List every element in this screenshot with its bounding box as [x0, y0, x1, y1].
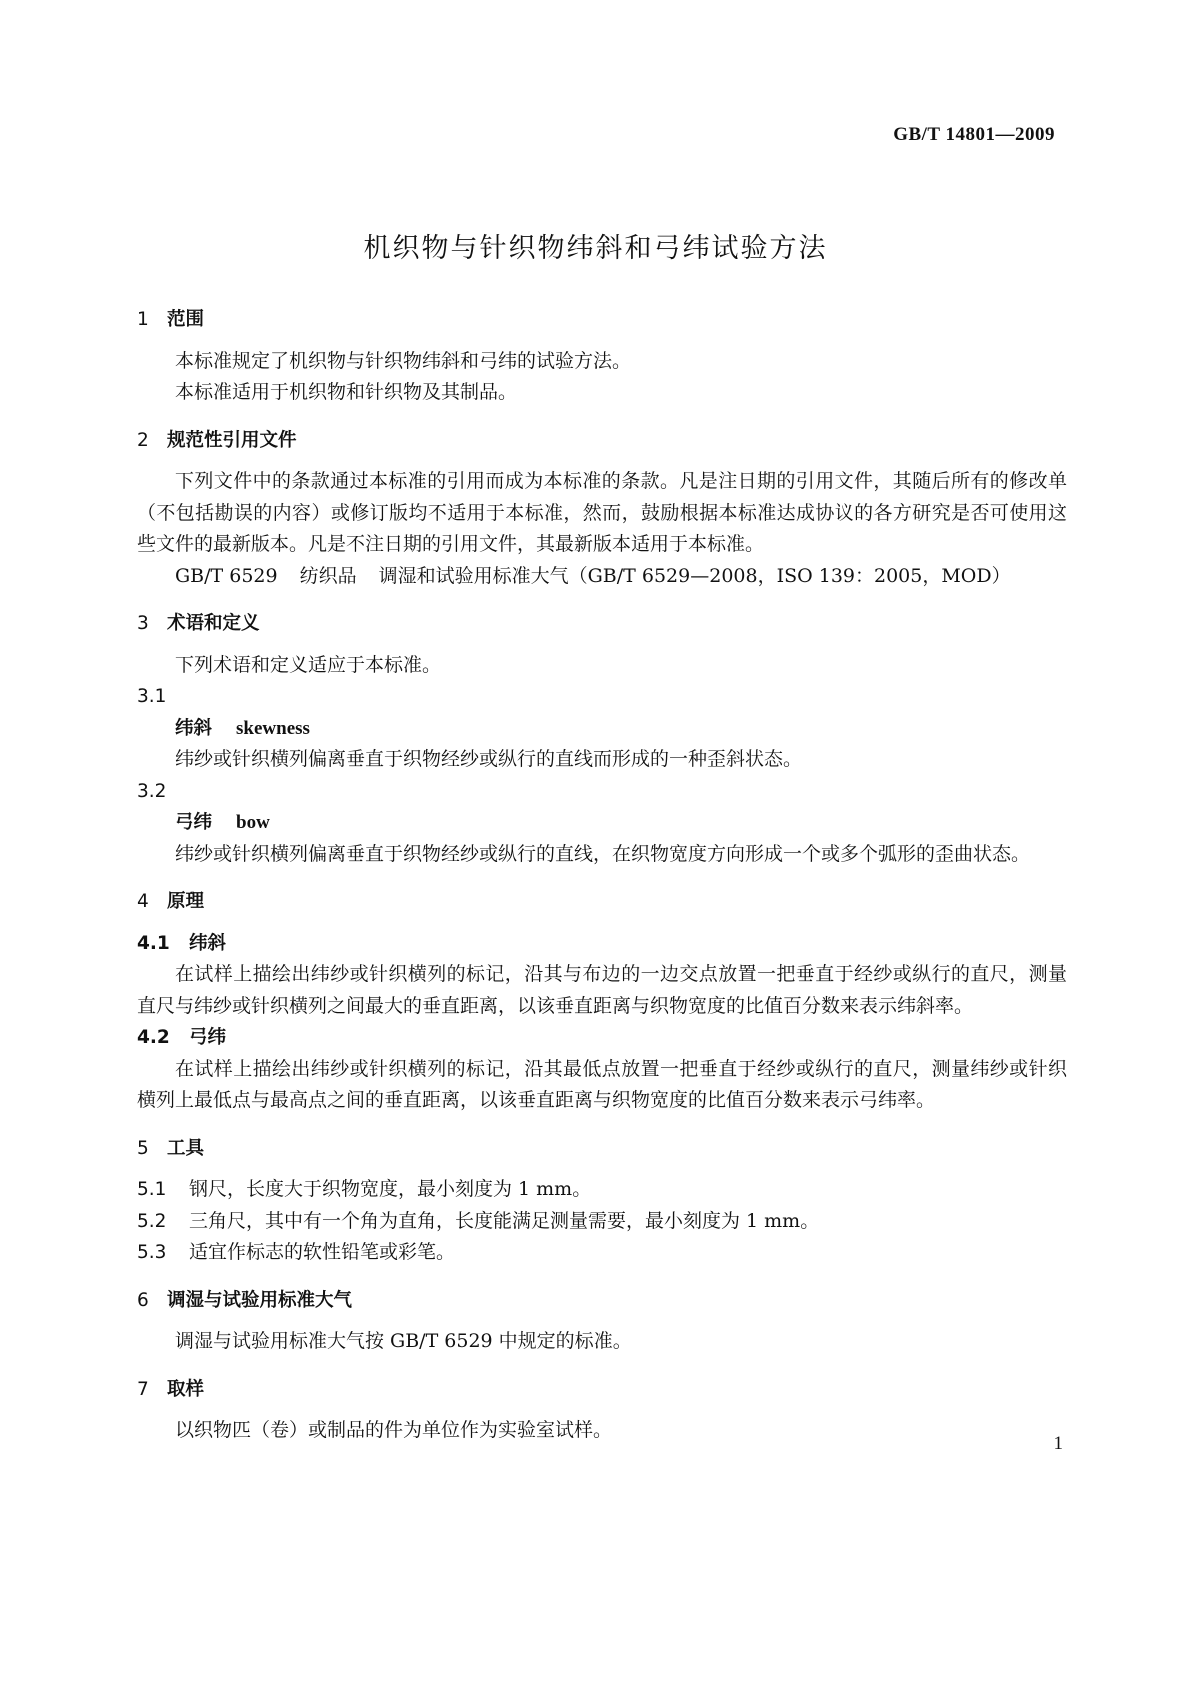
standard-number: GB/T 14801—2009: [893, 124, 1055, 145]
paragraph: 本标准规定了机织物与针织物纬斜和弓纬的试验方法。: [175, 349, 632, 372]
tool-number: 5.1: [137, 1179, 167, 1200]
section-heading: [137, 886, 1067, 918]
tool-text: 适宜作标志的软性铅笔或彩笔。: [189, 1241, 456, 1263]
section-heading: [137, 1133, 1067, 1165]
section-title: 术语和定义: [167, 613, 260, 634]
section-heading: [137, 304, 1067, 336]
section-number: 2: [137, 429, 149, 451]
paragraph: 在试样上描绘出纬纱或针织横列的标记，沿其与布边的一边交点放置一把垂直于经纱或纵行的直尺，测量直尺与纬纱或针织横列之间最大的垂直距离，以该垂直距离与织物宽度的比值百分数来表示纬斜率。: [137, 963, 1067, 1017]
section-title: 原理: [167, 891, 205, 912]
section-number: 3: [137, 613, 149, 634]
section-number: 4: [137, 891, 149, 912]
reference-title: 调湿和试验用标准大气（GB/T 6529—2008，ISO 139：2005，MOD）: [378, 564, 1011, 587]
tool-text: 三角尺，其中有一个角为直角，长度能满足测量需要，最小刻度为 1 mm。: [189, 1209, 820, 1232]
paragraph: 调湿与试验用标准大气按 GB/T 6529 中规定的标准。: [175, 1330, 632, 1352]
document-body: [137, 304, 1067, 1447]
tool-item: [137, 1174, 1067, 1206]
section-title: 调湿与试验用标准大气: [167, 1289, 353, 1311]
term-heading: [137, 807, 1067, 839]
tool-item: [137, 1237, 1067, 1269]
tool-number: 5.2: [137, 1210, 167, 1232]
section-heading: [137, 1285, 1067, 1317]
paragraph: 下列文件中的条款通过本标准的引用而成为本标准的条款。凡是注日期的引用文件，其随后所有的修改单（不包括勘误的内容）或修订版均不适用于本标准，然而，鼓励根据本标准达成协议的各方研究是否可使用这些文件的最新版本。凡是不注日期的引用文件，其最新版本适用于本标准。: [137, 470, 1067, 555]
section-title: 工具: [167, 1137, 205, 1159]
section-number: 5: [137, 1137, 149, 1159]
clause-title: 弓纬: [189, 1027, 227, 1048]
reference-code: GB/T 6529: [175, 564, 278, 587]
section-title: 范围: [167, 309, 205, 330]
term-en: bow: [236, 812, 270, 833]
section-heading: [137, 608, 1067, 640]
term-heading: [137, 713, 1067, 745]
clause-heading: [137, 928, 1067, 960]
clause-number: 4.2: [137, 1027, 170, 1048]
term-number: 3.1: [137, 686, 167, 707]
term-cn: 弓纬: [175, 812, 213, 833]
section-title: 取样: [167, 1378, 205, 1400]
section-number: 7: [137, 1378, 149, 1400]
tool-text: 钢尺，长度大于织物宽度，最小刻度为 1 mm。: [189, 1178, 592, 1200]
section-title: 规范性引用文件: [167, 429, 297, 451]
paragraph: 以织物匹（卷）或制品的件为单位作为实验室试样。: [175, 1419, 613, 1441]
term-definition: 纬纱或针织横列偏离垂直于织物经纱或纵行的直线而形成的一种歪斜状态。: [175, 748, 803, 770]
paragraph: 下列术语和定义适应于本标准。: [175, 653, 442, 676]
clause-number: 4.1: [137, 932, 170, 954]
term-en: skewness: [236, 717, 310, 739]
paragraph: 在试样上描绘出纬纱或针织横列的标记，沿其最低点放置一把垂直于经纱或纵行的直尺，测量纬纱或针织横列上最低点与最高点之间的垂直距离，以该垂直距离与织物宽度的比值百分数来表示弓纬率。: [137, 1057, 1067, 1111]
tool-item: [137, 1206, 1067, 1238]
document-title: 机织物与针织物纬斜和弓纬试验方法: [363, 233, 828, 264]
paragraph: 本标准适用于机织物和针织物及其制品。: [175, 381, 518, 403]
reference-name: 纺织品: [299, 564, 357, 587]
reference-entry: [137, 561, 1067, 593]
page-number: 1: [1053, 1433, 1063, 1454]
clause-title: 纬斜: [189, 932, 227, 954]
term-cn: 纬斜: [175, 717, 213, 739]
section-heading: [137, 425, 1067, 457]
section-number: 6: [137, 1289, 149, 1311]
tool-number: 5.3: [137, 1242, 167, 1263]
section-number: 1: [137, 309, 149, 330]
term-number: 3.2: [137, 780, 167, 802]
term-definition: 纬纱或针织横列偏离垂直于织物经纱或纵行的直线，在织物宽度方向形成一个或多个弧形的歪曲状态。: [175, 842, 1031, 865]
section-heading: [137, 1374, 1067, 1406]
clause-heading: [137, 1022, 1067, 1054]
